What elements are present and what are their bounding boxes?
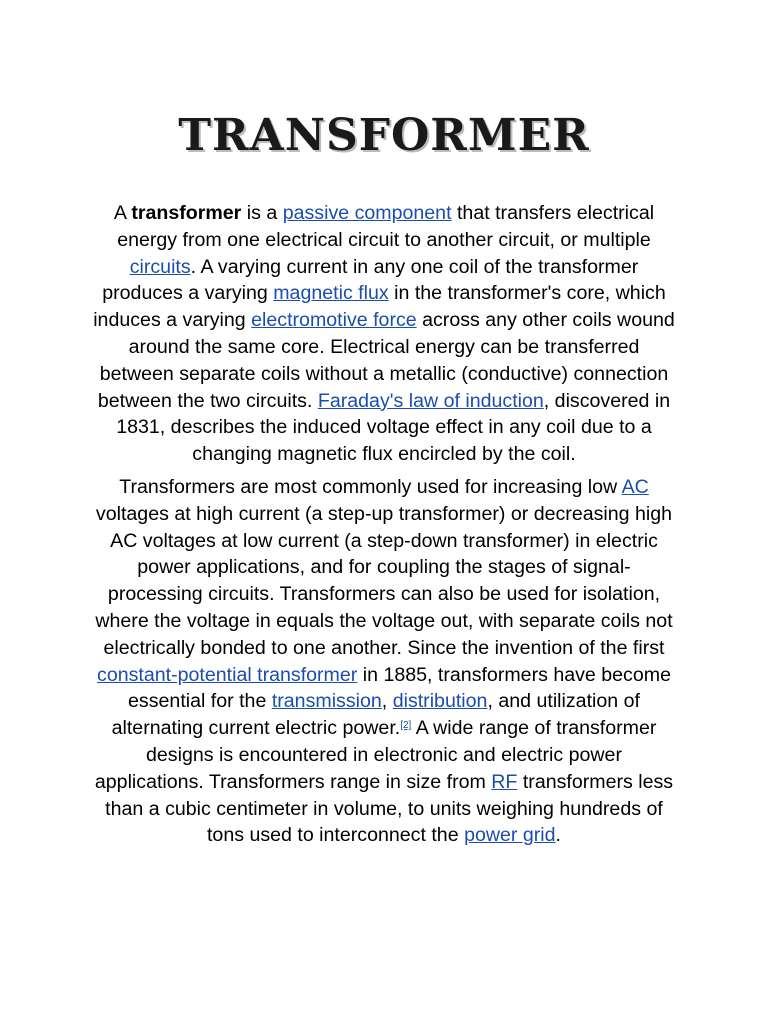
text-run: Transformers are most commonly used for increasing low [119, 475, 622, 498]
text-run: A [113, 202, 132, 224]
paragraph-applications [92, 474, 676, 849]
text-run: , [381, 690, 393, 713]
link-distribution[interactable]: distribution [392, 690, 488, 713]
link-rf[interactable]: RF [491, 770, 518, 793]
link-electromotive-force[interactable]: electromotive force [251, 309, 417, 332]
link-constant-potential-transformer[interactable]: constant-potential transformer [97, 663, 358, 686]
link-magnetic-flux[interactable]: magnetic flux [273, 282, 389, 305]
text-run: in 1885, transformers have become essential for the [128, 663, 671, 713]
link-faradays-law[interactable]: Faraday's law of induction [317, 389, 544, 412]
link-ac[interactable]: AC [621, 475, 649, 498]
page-title: TRANSFORMER [178, 110, 590, 161]
text-run: voltages at high current (a step-up transformer) or decreasing high AC voltages at low current (a step-down transformer) in electric power applications, and for coupling the stages of signal-processing circuits. Transformers can also be used for isolation, where the voltage in equals the voltage out, with separate coils not electrically bonded to one another. Since the invention of the first [95, 502, 673, 659]
text-run: transformers less than a cubic centimeter in volume, to units weighing hundreds of tons used to interconnect the [105, 770, 674, 847]
link-passive-component[interactable]: passive component [282, 202, 452, 224]
link-circuits[interactable]: circuits [129, 255, 191, 278]
text-run: . [555, 824, 561, 847]
text-run: A wide range of transformer designs is encountered in electronic and electric power applications. Transformers range in size from [94, 717, 657, 793]
link-power-grid[interactable]: power grid [464, 824, 556, 847]
text-run: that transfers electrical energy from one electrical circuit to another circuit, or multiple [117, 202, 655, 251]
citation-superscript [400, 720, 411, 731]
text-run: , and utilization of alternating current electric power. [111, 690, 640, 740]
text-run: . A varying current in any one coil of the transformer produces a varying [102, 255, 639, 305]
citation-link[interactable]: [2] [400, 720, 412, 732]
text-run: , discovered in 1831, describes the induced voltage effect in any coil due to a changing magnetic flux encircled by the coil. [116, 389, 671, 466]
bold-term-transformer: transformer [131, 202, 242, 224]
link-transmission[interactable]: transmission [271, 690, 382, 713]
text-run: is a [241, 202, 283, 224]
text-run: across any other coils wound around the same core. Electrical energy can be transferred between separate coils without a metallic (conductive) connection between the two circuits. [97, 309, 675, 412]
text-run: in the transformer's core, which induces a varying [93, 282, 666, 332]
paragraph-intro [92, 200, 676, 468]
